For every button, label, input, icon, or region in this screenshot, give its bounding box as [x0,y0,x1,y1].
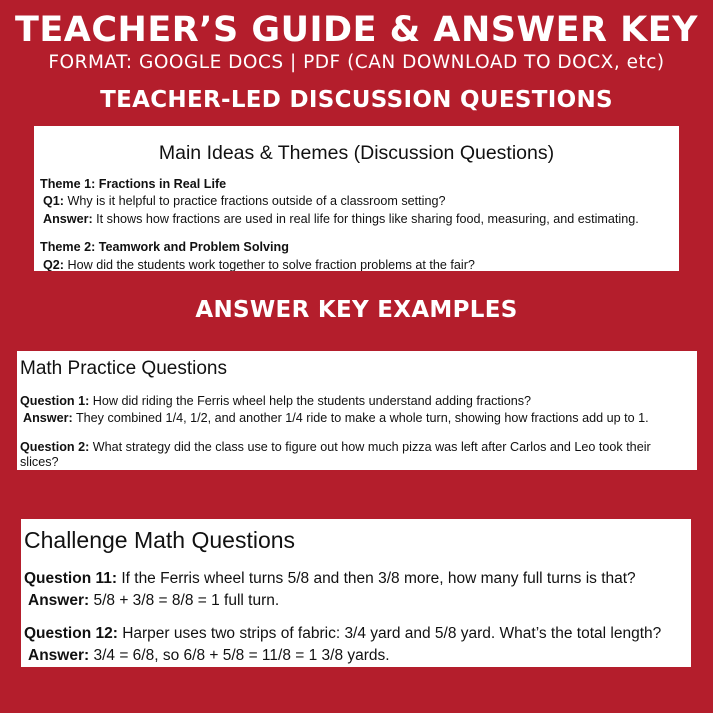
challenge-answer-11: Answer: 5/8 + 3/8 = 8/8 = 1 full turn. [28,592,280,609]
page-title: TEACHER’S GUIDE & ANSWER KEY [14,10,699,50]
math-practice-title: Math Practice Questions [20,358,227,379]
answer-key-section-heading: ANSWER KEY EXAMPLES [195,297,518,323]
discussion-answer-1: Answer: It shows how fractions are used in real life for things like sharing food, measuring, and estimating. [43,212,639,226]
discussion-section-heading: TEACHER-LED DISCUSSION QUESTIONS [100,87,613,113]
challenge-question-12: Question 12: Harper uses two strips of fabric: 3/4 yard and 5/8 yard. What’s the total length? [24,625,662,642]
discussion-question-1: Q1: Why is it helpful to practice fractions outside of a classroom setting? [43,194,446,208]
practice-answer-1: Answer: They combined 1/4, 1/2, and another 1/4 ride to make a whole turn, showing how fractions add up to 1. [23,411,649,425]
challenge-question-11: Question 11: If the Ferris wheel turns 5/8 and then 3/8 more, how many full turns is that? [24,570,636,587]
discussion-card-title: Main Ideas & Themes (Discussion Questions) [158,142,555,164]
practice-question-1: Question 1: How did riding the Ferris wheel help the students understand adding fractions? [20,394,532,408]
theme-2-heading: Theme 2: Teamwork and Problem Solving [40,240,289,254]
challenge-card [21,519,691,667]
challenge-title: Challenge Math Questions [24,527,296,553]
discussion-question-2: Q2: How did the students work together to solve fraction problems at the fair? [43,258,475,271]
practice-question-2: Question 2: What strategy did the class use to figure out how much pizza was left after Carlos and Leo took their slices? [20,440,651,469]
theme-1-heading: Theme 1: Fractions in Real Life [40,177,227,191]
challenge-answer-12: Answer: 3/4 = 6/8, so 6/8 + 5/8 = 11/8 = 1 3/8 yards. [28,647,390,664]
discussion-card [34,126,679,271]
math-practice-card [17,351,697,470]
format-subtitle: FORMAT: GOOGLE DOCS | PDF (CAN DOWNLOAD TO DOCX, etc) [48,52,665,73]
